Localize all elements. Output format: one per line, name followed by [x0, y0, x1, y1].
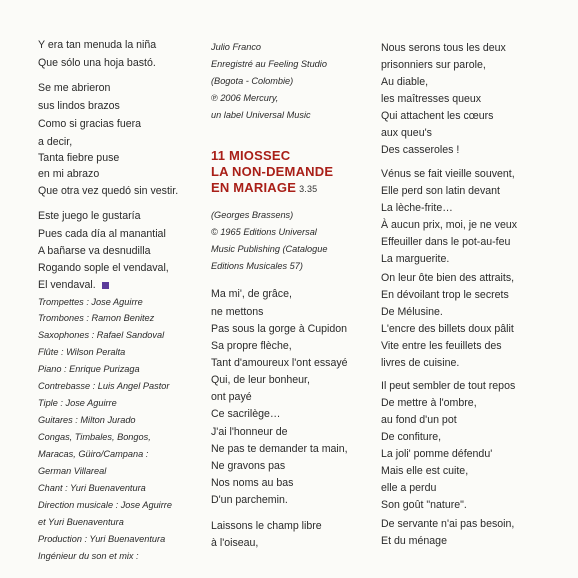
lyric-line: aux queu's	[381, 127, 432, 139]
credit-line: Guitares : Milton Jurado	[38, 415, 136, 425]
lyric-line: ne mettons	[211, 306, 264, 318]
publisher-line: Music Publishing (Catalogue	[211, 244, 328, 254]
credit-line: Enregistré au Feeling Studio	[211, 59, 327, 69]
lyric-line: à l'oiseau,	[211, 537, 259, 549]
credit-line: et Yuri Buenaventura	[38, 517, 124, 527]
lyric-line: Vénus se fait vieille souvent,	[381, 168, 515, 180]
lyric-line: livres de cuisine.	[381, 357, 460, 369]
track-number-artist: 11 MIOSSEC	[211, 148, 291, 163]
lyric-line: Il peut sembler de tout repos	[381, 380, 516, 392]
publisher-line: © 1965 Editions Universal	[211, 227, 317, 237]
lyric-line: Pas sous la gorge à Cupidon	[211, 323, 348, 335]
lyric-line: L'encre des billets doux pâlit	[381, 323, 514, 335]
lyric-line: Ne pas te demander ta main,	[211, 443, 348, 455]
credit-line: Production : Yuri Buenaventura	[38, 534, 166, 544]
lyric-line: De Mélusine.	[381, 306, 443, 318]
credit-line: German Villareal	[38, 466, 107, 476]
lyric-line: Este juego le gustaría	[38, 210, 141, 222]
credit-line: Ingénieur du son et mix :	[38, 551, 139, 561]
lyric-line: A bañarse va desnudilla	[38, 245, 151, 257]
lyric-line: Rogando sople el vendaval,	[38, 262, 169, 274]
lyric-line: La marguerite.	[381, 253, 450, 265]
lyric-line: De mettre à l'ombre,	[381, 397, 477, 409]
lyric-line: La lèche-frite…	[381, 202, 453, 214]
publisher-line: (Georges Brassens)	[211, 210, 294, 220]
lyric-line: Au diable,	[381, 76, 429, 88]
lyric-line: Tanta fiebre puse	[38, 152, 120, 164]
lyric-line: Como si gracias fuera	[38, 118, 142, 130]
credit-line: ℗ 2006 Mercury,	[211, 93, 279, 103]
track-duration: 3.35	[299, 184, 318, 194]
credit-line: Direction musicale : Jose Aguirre	[38, 500, 172, 510]
lyric-line: À aucun prix, moi, je ne veux	[381, 219, 518, 231]
end-of-song-marker	[102, 282, 109, 289]
lyric-line: El vendaval.	[38, 279, 109, 291]
lyric-line: La joli' pomme défendu'	[381, 448, 493, 460]
lyric-line: Nous serons tous les deux	[381, 42, 506, 54]
credit-line: Saxophones : Rafael Sandoval	[38, 330, 165, 340]
lyric-line: De confiture,	[381, 431, 442, 443]
lyric-line: J'ai l'honneur de	[211, 426, 288, 438]
lyric-line: Se me abrieron	[38, 82, 111, 94]
credit-line: Julio Franco	[211, 42, 262, 52]
publisher-line: Editions Musicales 57)	[211, 261, 303, 271]
lyric-line: Ma mi', de grâce,	[211, 288, 292, 300]
lyric-line: sus lindos brazos	[38, 100, 120, 112]
credit-line: Flûte : Wilson Peralta	[38, 347, 126, 357]
lyric-line: Sa propre flèche,	[211, 340, 292, 352]
lyric-line: Nos noms au bas	[211, 477, 294, 489]
lyric-line: les maîtresses queux	[381, 93, 482, 105]
lyric-line: On leur ôte bien des attraits,	[381, 272, 515, 284]
lyric-line: Des casseroles !	[381, 144, 460, 156]
credit-line: un label Universal Music	[211, 110, 311, 120]
lyric-line: Qui, de leur bonheur,	[211, 374, 310, 386]
lyric-line: De servante n'ai pas besoin,	[381, 518, 515, 530]
credit-line: Piano : Enrique Purizaga	[38, 364, 140, 374]
credit-line: Chant : Yuri Buenaventura	[38, 483, 146, 493]
lyric-line: a decir,	[38, 136, 73, 148]
credit-line: Contrebasse : Luis Angel Pastor	[38, 381, 170, 391]
lyric-line: Ce sacrilège…	[211, 408, 281, 420]
lyric-line: Son goût "nature".	[381, 499, 467, 511]
credit-line: Congas, Timbales, Bongos,	[38, 432, 151, 442]
lyric-line: au fond d'un pot	[381, 414, 457, 426]
lyric-line: en mi abrazo	[38, 168, 100, 180]
lyric-line: Qui attachent les cœurs	[381, 110, 494, 122]
credit-line: (Bogota - Colombie)	[211, 76, 294, 86]
song-title-continued: EN MARIAGE 3.35	[211, 180, 318, 195]
credit-line: Maracas, Güiro/Campana :	[38, 449, 149, 459]
lyric-line: En dévoilant trop le secrets	[381, 289, 509, 301]
lyric-line: Elle perd son latin devant	[381, 185, 500, 197]
lyric-line: ont payé	[211, 391, 252, 403]
lyric-line: Y era tan menuda la niña	[38, 39, 157, 51]
lyric-line: Et du ménage	[381, 535, 447, 547]
lyric-line: Effeuiller dans le pot-au-feu	[381, 236, 511, 248]
lyric-line: D'un parchemin.	[211, 494, 288, 506]
lyric-line: Vite entre les feuillets des	[381, 340, 502, 352]
song-title: LA NON-DEMANDE	[211, 164, 334, 179]
lyric-line: Tant d'amoureux l'ont essayé	[211, 357, 348, 369]
lyric-line: Que otra vez quedó sin vestir.	[38, 185, 179, 197]
lyric-line: Mais elle est cuite,	[381, 465, 469, 477]
credit-line: Tiple : Jose Aguirre	[38, 398, 117, 408]
lyric-line: Pues cada día al manantial	[38, 228, 166, 240]
lyric-line: Laissons le champ libre	[211, 520, 322, 532]
credit-line: Trombones : Ramon Benitez	[38, 313, 155, 323]
lyric-line: Ne gravons pas	[211, 460, 286, 472]
lyric-line: elle a perdu	[381, 482, 437, 494]
credit-line: Trompettes : Jose Aguirre	[38, 297, 143, 307]
lyric-line: Que sólo una hoja bastó.	[38, 57, 156, 69]
lyric-line: prisonniers sur parole,	[381, 59, 486, 71]
